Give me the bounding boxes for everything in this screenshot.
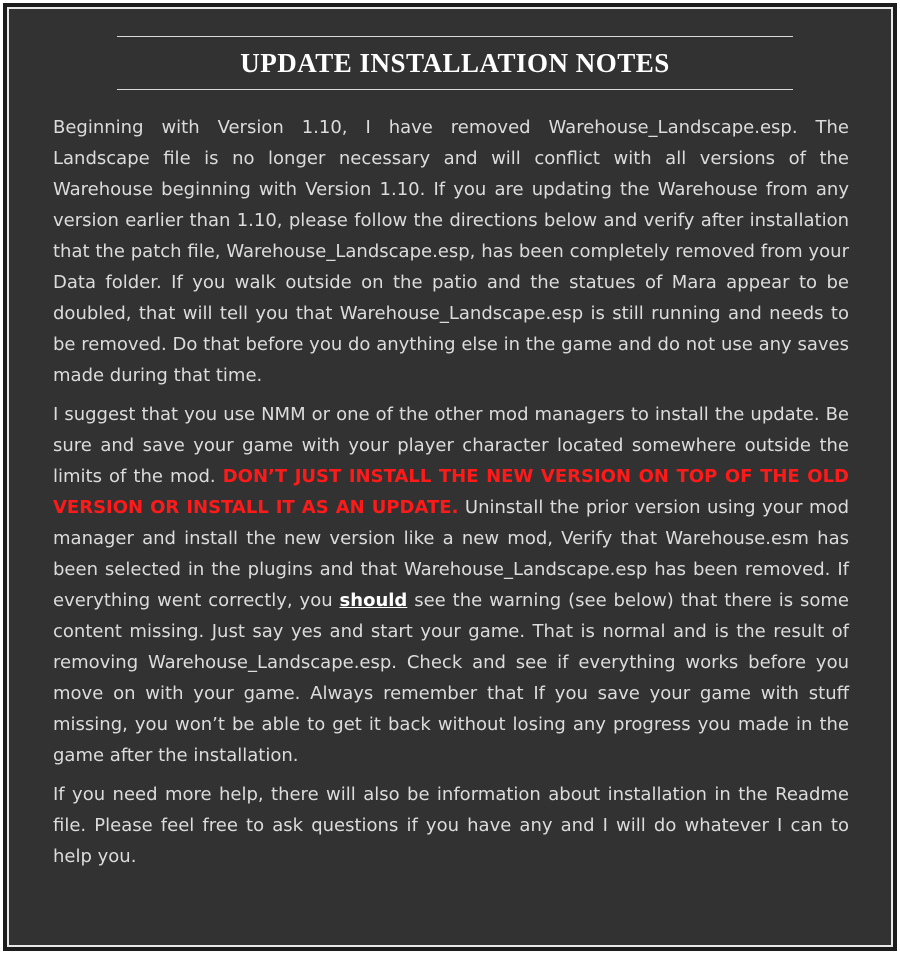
paragraph-removal-notice: Beginning with Version 1.10, I have removed Warehouse_Landscape.esp. The Landscape file is no longer necessary and will conflict with all versions of the Warehouse beginning with Version 1.10. If you are updating the Warehouse from any version earlier than 1.10, please follow the directions below and verify after installation that the patch file, Warehouse_Landscape.esp, has been completely removed from your Data folder. If you walk outside on the patio and the statues of Mara appear to be doubled, that will tell you that Warehouse_Landscape.esp is still running and needs to be removed. Do that before you do anything else in the game and do not use any saves made during that time. [53, 117, 849, 386]
title-rule-box [117, 36, 793, 90]
notes-body [53, 112, 849, 880]
page-title: UPDATE INSTALLATION NOTES [240, 47, 670, 78]
instructions-text-2: Uninstall the prior version using your mod manager and install the new version like a new mod, Verify that Warehouse.esm has been selected in the plugins and that Warehouse_Landscape.esp has been removed. If everything went correctly, you [53, 497, 849, 611]
emphasis-should: should [339, 590, 408, 611]
instructions-text-3: see the warning (see below) that there is some content missing. Just say yes and start your game. That is normal and is the result of removing Warehouse_Landscape.esp. Check and see if everything works before you move on with your game. Always remember that If you save your game with stuff missing, you won’t be able to get it back without losing any progress you made in the game after the installation. [53, 590, 850, 766]
paragraph-install-instructions [53, 399, 849, 771]
warning-text: DON’T JUST INSTALL THE NEW VERSION ON TOP OF THE OLD VERSION OR INSTALL IT AS AN UPDATE. [53, 466, 849, 518]
paragraph-help: If you need more help, there will also be information about installation in the Readme file. Please feel free to ask questions if you have any and I will do whatever I can to help you. [53, 784, 849, 867]
instructions-text-1: I suggest that you use NMM or one of the other mod managers to install the update. Be sure and save your game with your player character located somewhere outside the limits of the mod. [53, 404, 849, 487]
notes-panel [7, 7, 893, 947]
frame-gap [3, 3, 897, 951]
